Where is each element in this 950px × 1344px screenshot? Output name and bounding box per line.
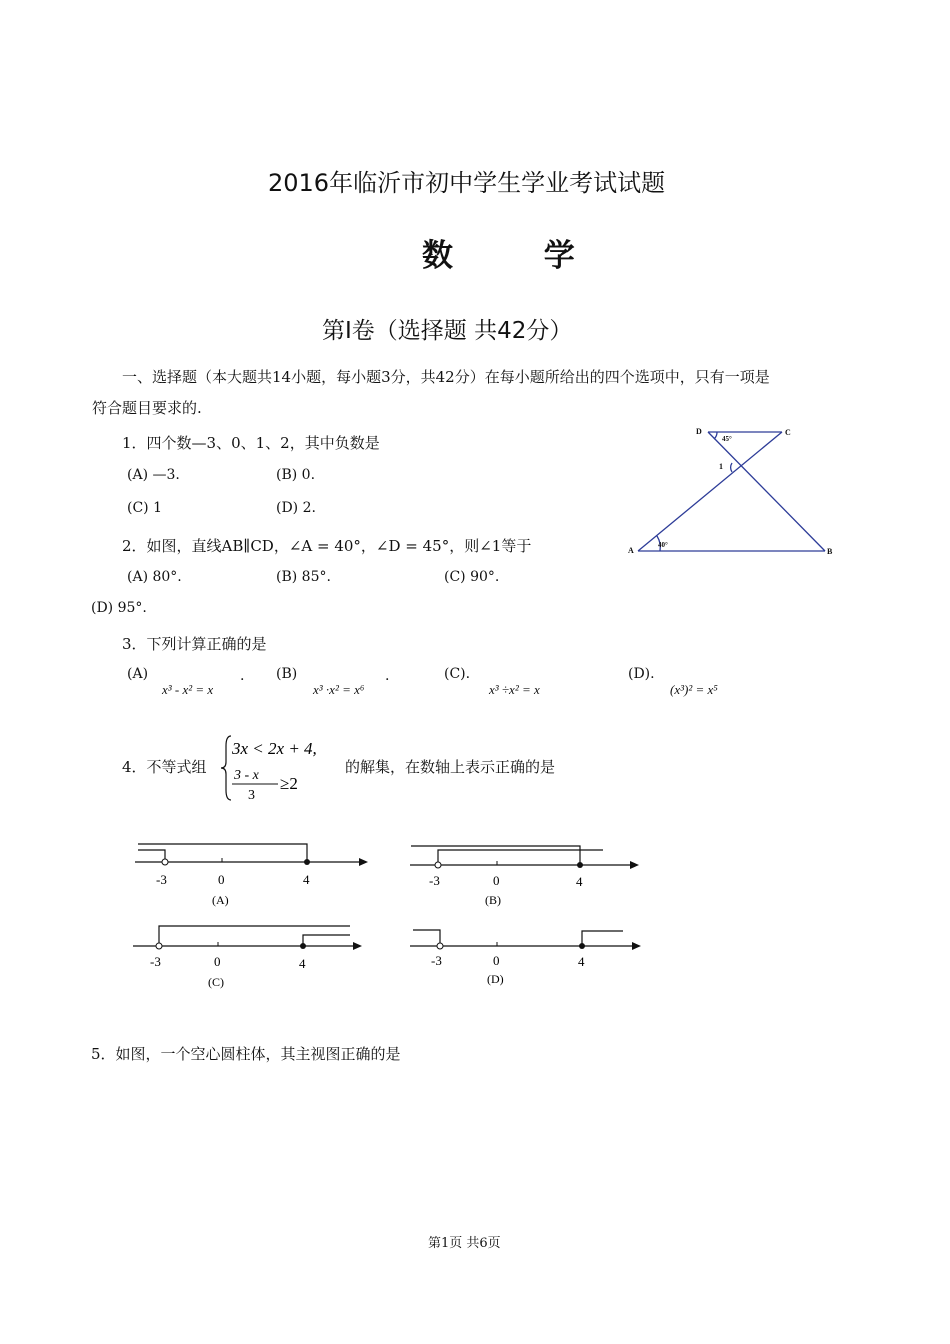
q3-option-b-label: (B) [276,666,298,682]
tick-label-neg3: -3 [429,873,440,888]
closed-dot-4 [300,943,306,949]
angle-1-label: 1 [719,462,723,471]
inequality-2-numerator: 3 - x [234,768,259,783]
label-c: C [785,428,791,437]
tick-label-0: 0 [214,954,221,969]
tick-label-0: 0 [493,953,500,968]
q5-stem: 5．如图，一个空心圆柱体，其主视图正确的是 [91,1045,401,1063]
section-heading: 第Ⅰ卷（选择题 共42分） [322,318,573,344]
inequality-1: 3x < 2x + 4, [232,739,317,758]
q3-option-d-expr: (x³)² = x⁵ [670,682,718,697]
q4-number-line-a [130,838,375,913]
left-brace [221,736,231,800]
q2-stem: 2．如图，直线AB∥CD，∠A = 40°，∠D = 45°，则∠1等于 [122,537,532,555]
q3-option-a-expr: x³ - x² = x [162,682,214,697]
exam-title: 2016年临沂市初中学生学业考试试题 [268,169,666,197]
tick-label-neg3: -3 [156,872,167,887]
q4-number-line-b [405,838,650,913]
q3-option-d-label: (D). [628,666,655,682]
solution-range-ge-neg3 [159,926,350,946]
q3-option-b-dot: . [385,668,390,684]
q1-option-c: (C) 1 [127,500,162,516]
inequality-2-relation: ≥2 [280,774,298,793]
q2-option-b: (B) 85°. [276,569,331,585]
q4-number-line-c [128,918,373,993]
angle-d-label: 45° [722,435,732,443]
option-label-b: (B) [485,893,501,907]
page-footer: 第1页 共6页 [428,1236,501,1251]
q4-number-line-d [405,918,650,993]
solution-range-ge-4 [582,931,623,946]
angle-1-arc [731,463,732,472]
instructions-line-1: 一、选择题（本大题共14小题，每小题3分，共42分）在每小题所给出的四个选项中，只有一项是 [122,368,770,386]
q1-stem: 1．四个数—3、0、1、2，其中负数是 [122,434,380,452]
solution-range-le-neg3 [413,930,440,946]
tick-label-4: 4 [303,872,310,887]
q2-parallel-lines-figure [620,420,840,565]
instructions-line-2: 符合题目要求的. [92,399,202,417]
tick-label-4: 4 [299,956,306,971]
solution-range-ge-4 [303,935,350,946]
line-ac [638,432,782,551]
open-dot-neg3 [156,943,162,949]
inequality-2-denominator: 3 [248,788,255,803]
line-db [708,432,825,551]
q3-option-a-label: (A) [127,666,149,682]
q2-option-d: (D) 95°. [91,600,147,616]
tick-label-0: 0 [493,873,500,888]
q4-stem-prefix: 4．不等式组 [122,758,207,776]
closed-dot-4 [577,862,583,868]
axis-arrow [630,861,639,869]
tick-label-neg3: -3 [431,953,442,968]
open-dot-neg3 [435,862,441,868]
tick-label-4: 4 [578,954,585,969]
axis-arrow [353,942,362,950]
open-dot-neg3 [162,859,168,865]
q3-option-a-dot: . [240,668,245,684]
q3-option-c-expr: x³ ÷x² = x [489,682,540,697]
q1-option-a: (A) —3. [127,467,180,483]
axis-arrow [632,942,641,950]
label-a: A [628,546,634,555]
option-label-c: (C) [208,975,224,989]
q4-stem-suffix: 的解集，在数轴上表示正确的是 [345,758,556,776]
q3-stem: 3．下列计算正确的是 [122,635,267,653]
tick-label-4: 4 [576,874,583,889]
label-d: D [696,427,702,436]
option-label-d: (D) [487,972,504,986]
open-dot-neg3 [437,943,443,949]
q2-option-c: (C) 90°. [444,569,500,585]
q3-option-c-label: (C). [444,666,471,682]
tick-label-0: 0 [218,872,225,887]
q3-option-b-expr: x³ ·x² = x⁶ [313,682,365,697]
q1-option-d: (D) 2. [276,500,316,516]
q2-option-a: (A) 80°. [127,569,182,585]
closed-dot-4 [579,943,585,949]
q4-inequality-system [218,732,348,804]
angle-a-label: 40° [658,541,668,549]
option-label-a: (A) [212,893,229,907]
solution-range-le-neg3 [138,850,165,862]
label-b: B [827,547,833,556]
subject-heading: 数 学 [422,238,615,274]
q1-option-b: (B) 0. [276,467,316,483]
angle-d-arc [714,432,717,439]
tick-label-neg3: -3 [150,954,161,969]
closed-dot-4 [304,859,310,865]
axis-arrow [359,858,368,866]
